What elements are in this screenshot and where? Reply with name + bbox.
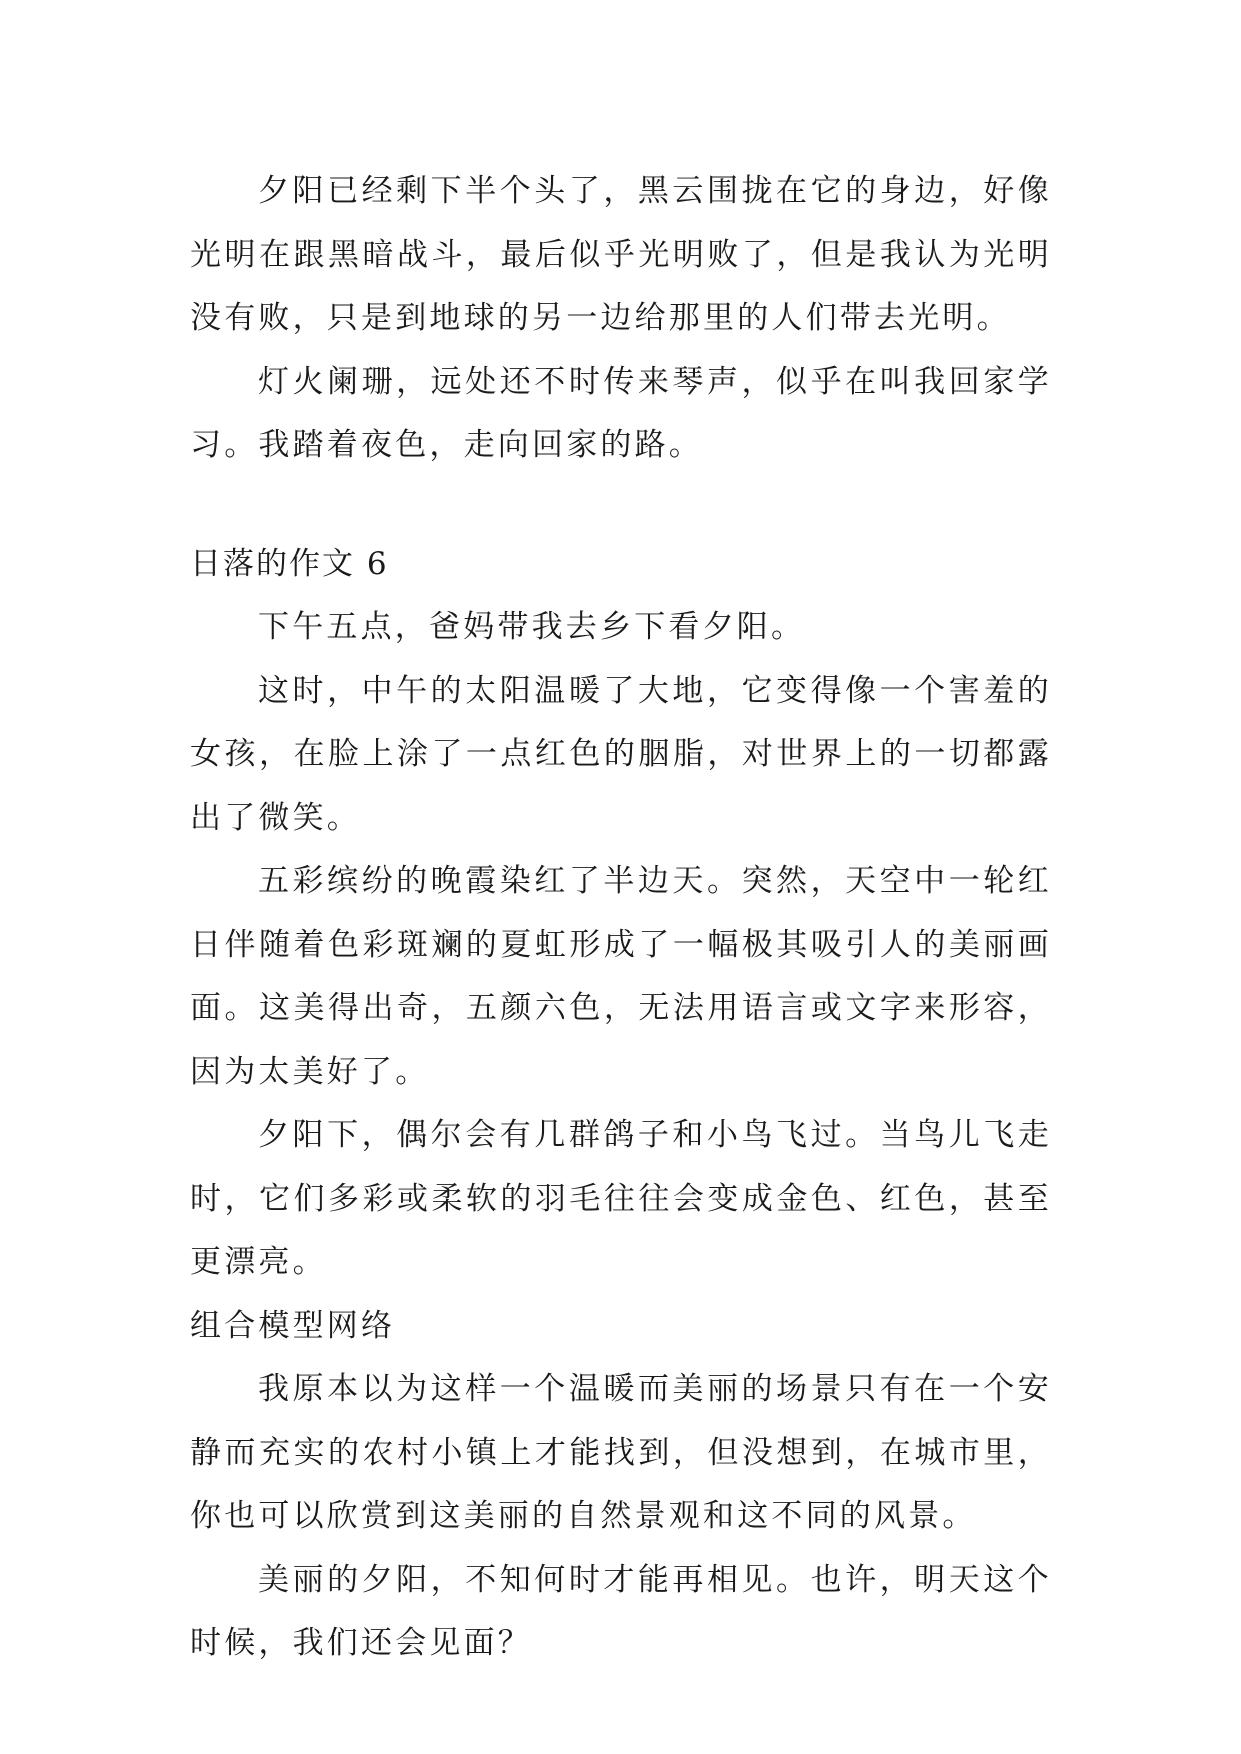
paragraph-meet-again: 美丽的夕阳，不知何时才能再相见。也许，明天这个时候，我们还会见面？ <box>190 1561 1052 1661</box>
paragraph-noon-sun: 这时，中午的太阳温暖了大地，它变得像一个害羞的女孩，在脸上涂了一点红色的胭脂，对世界上的一切都露出了微笑。 <box>190 672 1052 836</box>
paragraph-colorful-clouds: 五彩缤纷的晚霞染红了半边天。突然，天空中一轮红日伴随着色彩斑斓的夏虹形成了一幅极其吸引人的美丽画面。这美得出奇，五颜六色，无法用语言或文字来形容，因为太美好了。 <box>190 863 1052 1090</box>
inline-note: 组合模型网络 <box>190 1307 396 1344</box>
document-body <box>190 160 1052 1676</box>
paragraph-birds: 夕阳下，偶尔会有几群鸽子和小鸟飞过。当鸟儿飞走时，它们多彩或柔软的羽毛往往会变成金色、红色，甚至更漂亮。 <box>190 1117 1052 1280</box>
section-title: 日落的作文 6 <box>190 545 389 582</box>
paragraph-city-scenery: 我原本以为这样一个温暖而美丽的场景只有在一个安静而充实的农村小镇上才能找到，但没想到，在城市里，你也可以欣赏到这美丽的自然景观和这不同的风景。 <box>190 1371 1052 1534</box>
paragraph-sunset-battle: 夕阳已经剩下半个头了，黑云围拢在它的身边，好像光明在跟黑暗战斗，最后似乎光明败了，但是我认为光明没有败，只是到地球的另一边给那里的人们带去光明。 <box>190 173 1052 336</box>
paragraph-evening-walk: 灯火阑珊，远处还不时传来琴声，似乎在叫我回家学习。我踏着夜色，走向回家的路。 <box>190 363 1052 463</box>
paragraph-five-pm: 下午五点，爸妈带我去乡下看夕阳。 <box>258 609 806 645</box>
